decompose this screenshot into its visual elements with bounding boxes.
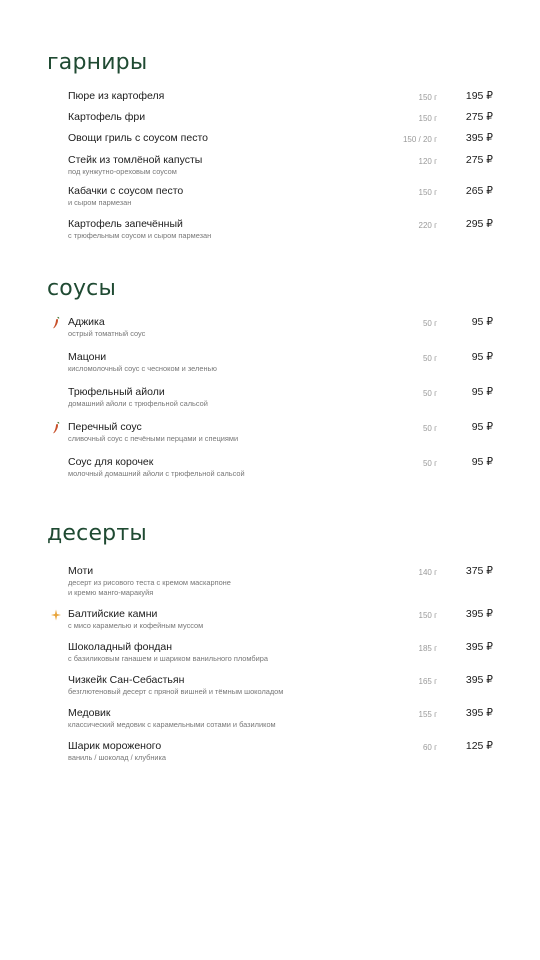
item-price: 95 ₽: [471, 351, 493, 363]
menu-item: [0, 218, 540, 248]
item-price: 395 ₽: [465, 641, 493, 653]
item-weight: 150 г: [418, 188, 437, 197]
section-title: гарниры: [47, 50, 148, 75]
item-name: Медовик: [68, 707, 111, 719]
item-name: Пюре из картофеля: [68, 90, 165, 102]
item-weight: 60 г: [422, 743, 437, 752]
menu-item: [0, 641, 540, 671]
item-price: 125 ₽: [465, 740, 493, 752]
menu-item: [0, 565, 540, 595]
item-weight: 140 г: [418, 568, 437, 577]
menu-item: [0, 740, 540, 770]
item-price: 395 ₽: [465, 674, 493, 686]
item-price: 275 ₽: [465, 154, 493, 166]
item-price: 95 ₽: [471, 386, 493, 398]
item-weight: 150 г: [418, 93, 437, 102]
item-description: классический медовик с карамельными сотами и базиликом: [68, 720, 276, 729]
star-icon: [50, 608, 62, 622]
item-weight: 50 г: [422, 424, 437, 433]
item-price: 95 ₽: [471, 316, 493, 328]
item-description: с базиликовым ганашем и шариком ванильного пломбира: [68, 654, 268, 663]
item-weight: 50 г: [422, 459, 437, 468]
item-description: и сыром пармезан: [68, 198, 132, 207]
item-name: Соус для корочек: [68, 456, 154, 468]
item-name: Трюфельный айоли: [68, 386, 165, 398]
item-price: 95 ₽: [471, 421, 493, 433]
item-description: с трюфельным соусом и сыром пармезан: [68, 231, 212, 240]
item-weight: 165 г: [418, 677, 437, 686]
item-name: Мацони: [68, 351, 107, 363]
item-price: 95 ₽: [471, 456, 493, 468]
item-weight: 220 г: [418, 221, 437, 230]
item-weight: 150 г: [418, 611, 437, 620]
item-description: с мисо карамелью и кофейным муссом: [68, 621, 204, 630]
menu-item: [0, 351, 540, 381]
item-price: 265 ₽: [465, 185, 493, 197]
item-price: 395 ₽: [465, 707, 493, 719]
item-description: молочный домашний айоли с трюфельной сальсой: [68, 469, 245, 478]
item-price: 195 ₽: [465, 90, 493, 102]
menu-item: [0, 316, 540, 346]
item-description: кисломолочный соус с чесноком и зеленью: [68, 364, 217, 373]
item-weight: 50 г: [422, 319, 437, 328]
menu-item: [0, 386, 540, 416]
item-description: десерт из рисового теста с кремом маскарпоне и кремю манго-маракуйя: [68, 578, 231, 597]
item-description: острый томатный соус: [68, 329, 146, 338]
item-price: 295 ₽: [465, 218, 493, 230]
item-name: Моти: [68, 565, 94, 577]
item-weight: 150 г: [418, 114, 437, 123]
item-price: 275 ₽: [465, 111, 493, 123]
section-title: соусы: [47, 276, 117, 301]
item-name: Аджика: [68, 316, 105, 328]
menu-item: [0, 456, 540, 486]
item-name: Чизкейк Сан-Себастьян: [68, 674, 185, 686]
item-weight: 50 г: [422, 389, 437, 398]
item-description: ваниль / шоколад / клубника: [68, 753, 167, 762]
item-weight: 155 г: [418, 710, 437, 719]
item-weight: 185 г: [418, 644, 437, 653]
section-title: десерты: [47, 521, 147, 546]
item-name: Стейк из томлёной капусты: [68, 154, 203, 166]
item-description: сливочный соус с печёными перцами и специями: [68, 434, 239, 443]
item-name: Шарик мороженого: [68, 740, 162, 752]
item-name: Шоколадный фондан: [68, 641, 173, 653]
item-name: Картофель фри: [68, 111, 146, 123]
menu-item: [0, 707, 540, 737]
item-description: безглютеновый десерт с пряной вишней и тёмным шоколадом: [68, 687, 284, 696]
item-price: 395 ₽: [465, 608, 493, 620]
menu-item: [0, 421, 540, 451]
chili-icon: [50, 421, 62, 435]
menu-item: [0, 185, 540, 215]
item-weight: 150 / 20 г: [402, 135, 437, 144]
item-name: Овощи гриль с соусом песто: [68, 132, 208, 144]
item-name: Кабачки с соусом песто: [68, 185, 184, 197]
item-price: 395 ₽: [465, 132, 493, 144]
item-name: Балтийские камни: [68, 608, 158, 620]
item-weight: 50 г: [422, 354, 437, 363]
item-weight: 120 г: [418, 157, 437, 166]
menu-item: [0, 674, 540, 704]
item-name: Перечный соус: [68, 421, 142, 433]
item-name: Картофель запечённый: [68, 218, 183, 230]
item-price: 375 ₽: [465, 565, 493, 577]
menu-item: [0, 154, 540, 184]
item-description: домашний айоли с трюфельной сальсой: [68, 399, 208, 408]
chili-icon: [50, 316, 62, 330]
item-description: под кунжутно-ореховым соусом: [68, 167, 177, 176]
menu-item: [0, 608, 540, 638]
